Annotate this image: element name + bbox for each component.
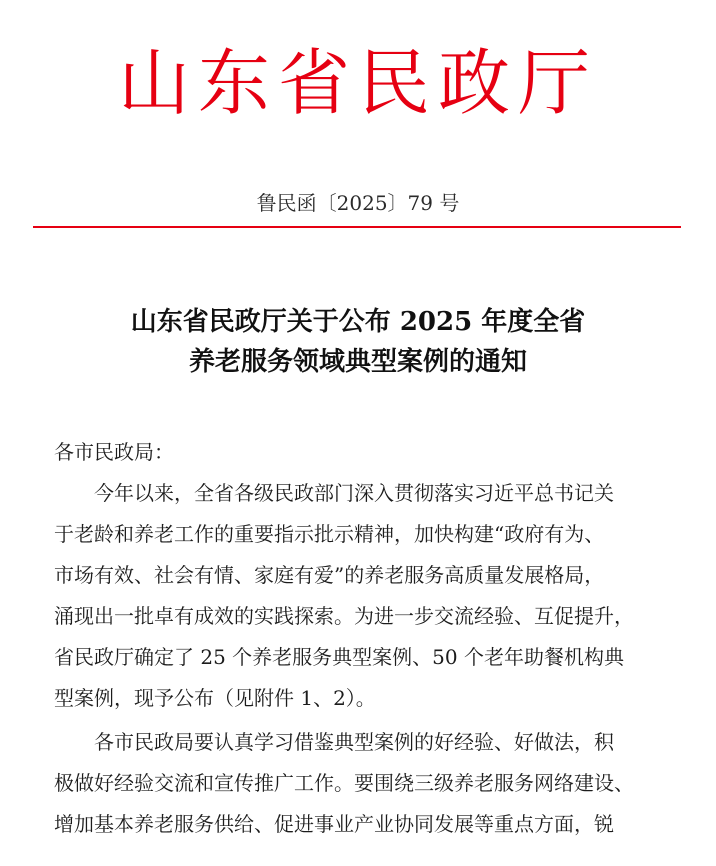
paragraph-1-line: 今年以来，全省各级民政部门深入贯彻落实习近平总书记关 <box>94 481 614 505</box>
paragraph-2-line: 增加基本养老服务供给、促进事业产业协同发展等重点方面，锐 <box>54 812 614 836</box>
paragraph-1-line: 于老龄和养老工作的重要指示批示精神，加快构建“政府有为、 <box>54 522 605 546</box>
paragraph-1-line: 省民政厅确定了 25 个养老服务典型案例、50 个老年助餐机构典 <box>54 645 624 669</box>
red-divider-line <box>33 226 681 228</box>
salutation: 各市民政局： <box>54 440 174 464</box>
document-title-line-2: 养老服务领域典型案例的通知 <box>188 347 527 377</box>
document-body <box>54 432 664 845</box>
paragraph-1-line: 市场有效、社会有情、家庭有爱”的养老服务高质量发展格局， <box>54 563 605 587</box>
document-number: 鲁民函〔2025〕79 号 <box>256 191 460 215</box>
document-title <box>0 302 716 382</box>
paragraph-1-line: 涌现出一批卓有成效的实践探索。为进一步交流经验、互促提升， <box>54 604 634 628</box>
paragraph-2-line: 极做好经验交流和宣传推广工作。要围绕三级养老服务网络建设、 <box>54 771 634 795</box>
paragraph-2-line: 各市民政局要认真学习借鉴典型案例的好经验、好做法，积 <box>94 730 614 754</box>
paragraph-1-line: 型案例，现予公布（见附件 1、2）。 <box>54 686 376 710</box>
body-paragraph-1 <box>54 473 664 719</box>
body-paragraph-2 <box>54 722 664 845</box>
document-title-line-1: 山东省民政厅关于公布 2025 年度全省 <box>130 307 586 337</box>
issuing-organization-header: 山东省民政厅 <box>117 41 598 125</box>
